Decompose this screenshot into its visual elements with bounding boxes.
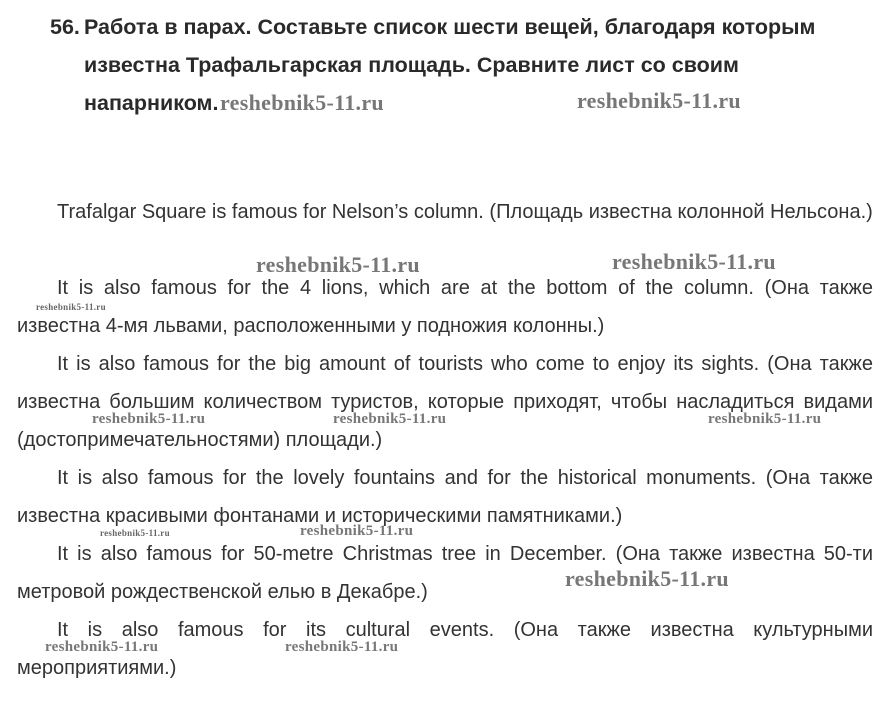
answer-paragraph-1: Trafalgar Square is famous for Nelson’s column. (Площадь известна колонной Нельсона.) bbox=[57, 201, 873, 223]
watermark: reshebnik5-11.ru bbox=[36, 302, 106, 312]
watermark: reshebnik5-11.ru bbox=[577, 88, 741, 113]
answer-paragraph-2: It is also famous for the 4 lions, which are at the bottom of the column. (Она также известна 4-мя львами, расположенными у подножия колонны.) bbox=[17, 277, 873, 337]
answer-paragraph-5: It is also famous for 50-metre Christmas tree in December. (Она также известна 50-ти метровой рождественской елью в Декабре.) bbox=[17, 543, 873, 603]
task-number: 56. bbox=[50, 15, 80, 39]
watermark: reshebnik5-11.ru bbox=[565, 566, 729, 591]
watermark: reshebnik5-11.ru bbox=[256, 252, 420, 277]
answer-paragraph-6: It is also famous for its cultural events. (Она также известна культурными мероприятиями.) bbox=[17, 619, 873, 679]
answer-paragraph-3: It is also famous for the big amount of tourists who come to enjoy its sights. (Она также известна большим количеством туристов, которые приходят, чтобы насладиться видами (достопримечательностями) площади.) bbox=[17, 353, 873, 451]
watermark: reshebnik5-11.ru bbox=[612, 249, 776, 274]
watermark: reshebnik5-11.ru bbox=[285, 639, 399, 655]
watermark: reshebnik5-11.ru bbox=[708, 411, 822, 427]
answer-paragraph-4: It is also famous for the lovely fountains and for the historical monuments. (Она также известна красивыми фонтанами и историческими памятниками.) bbox=[17, 467, 873, 527]
watermark: reshebnik5-11.ru bbox=[92, 411, 206, 427]
watermark: reshebnik5-11.ru bbox=[45, 639, 159, 655]
watermark: reshebnik5-11.ru bbox=[300, 523, 414, 539]
watermark: reshebnik5-11.ru bbox=[333, 411, 447, 427]
watermark: reshebnik5-11.ru bbox=[100, 528, 170, 538]
watermark: reshebnik5-11.ru bbox=[220, 90, 384, 115]
task-text: Работа в парах. Составьте список шести вещей, благодаря которым известна Трафальгарская площадь. Сравните лист со своим напарником. bbox=[84, 15, 816, 115]
